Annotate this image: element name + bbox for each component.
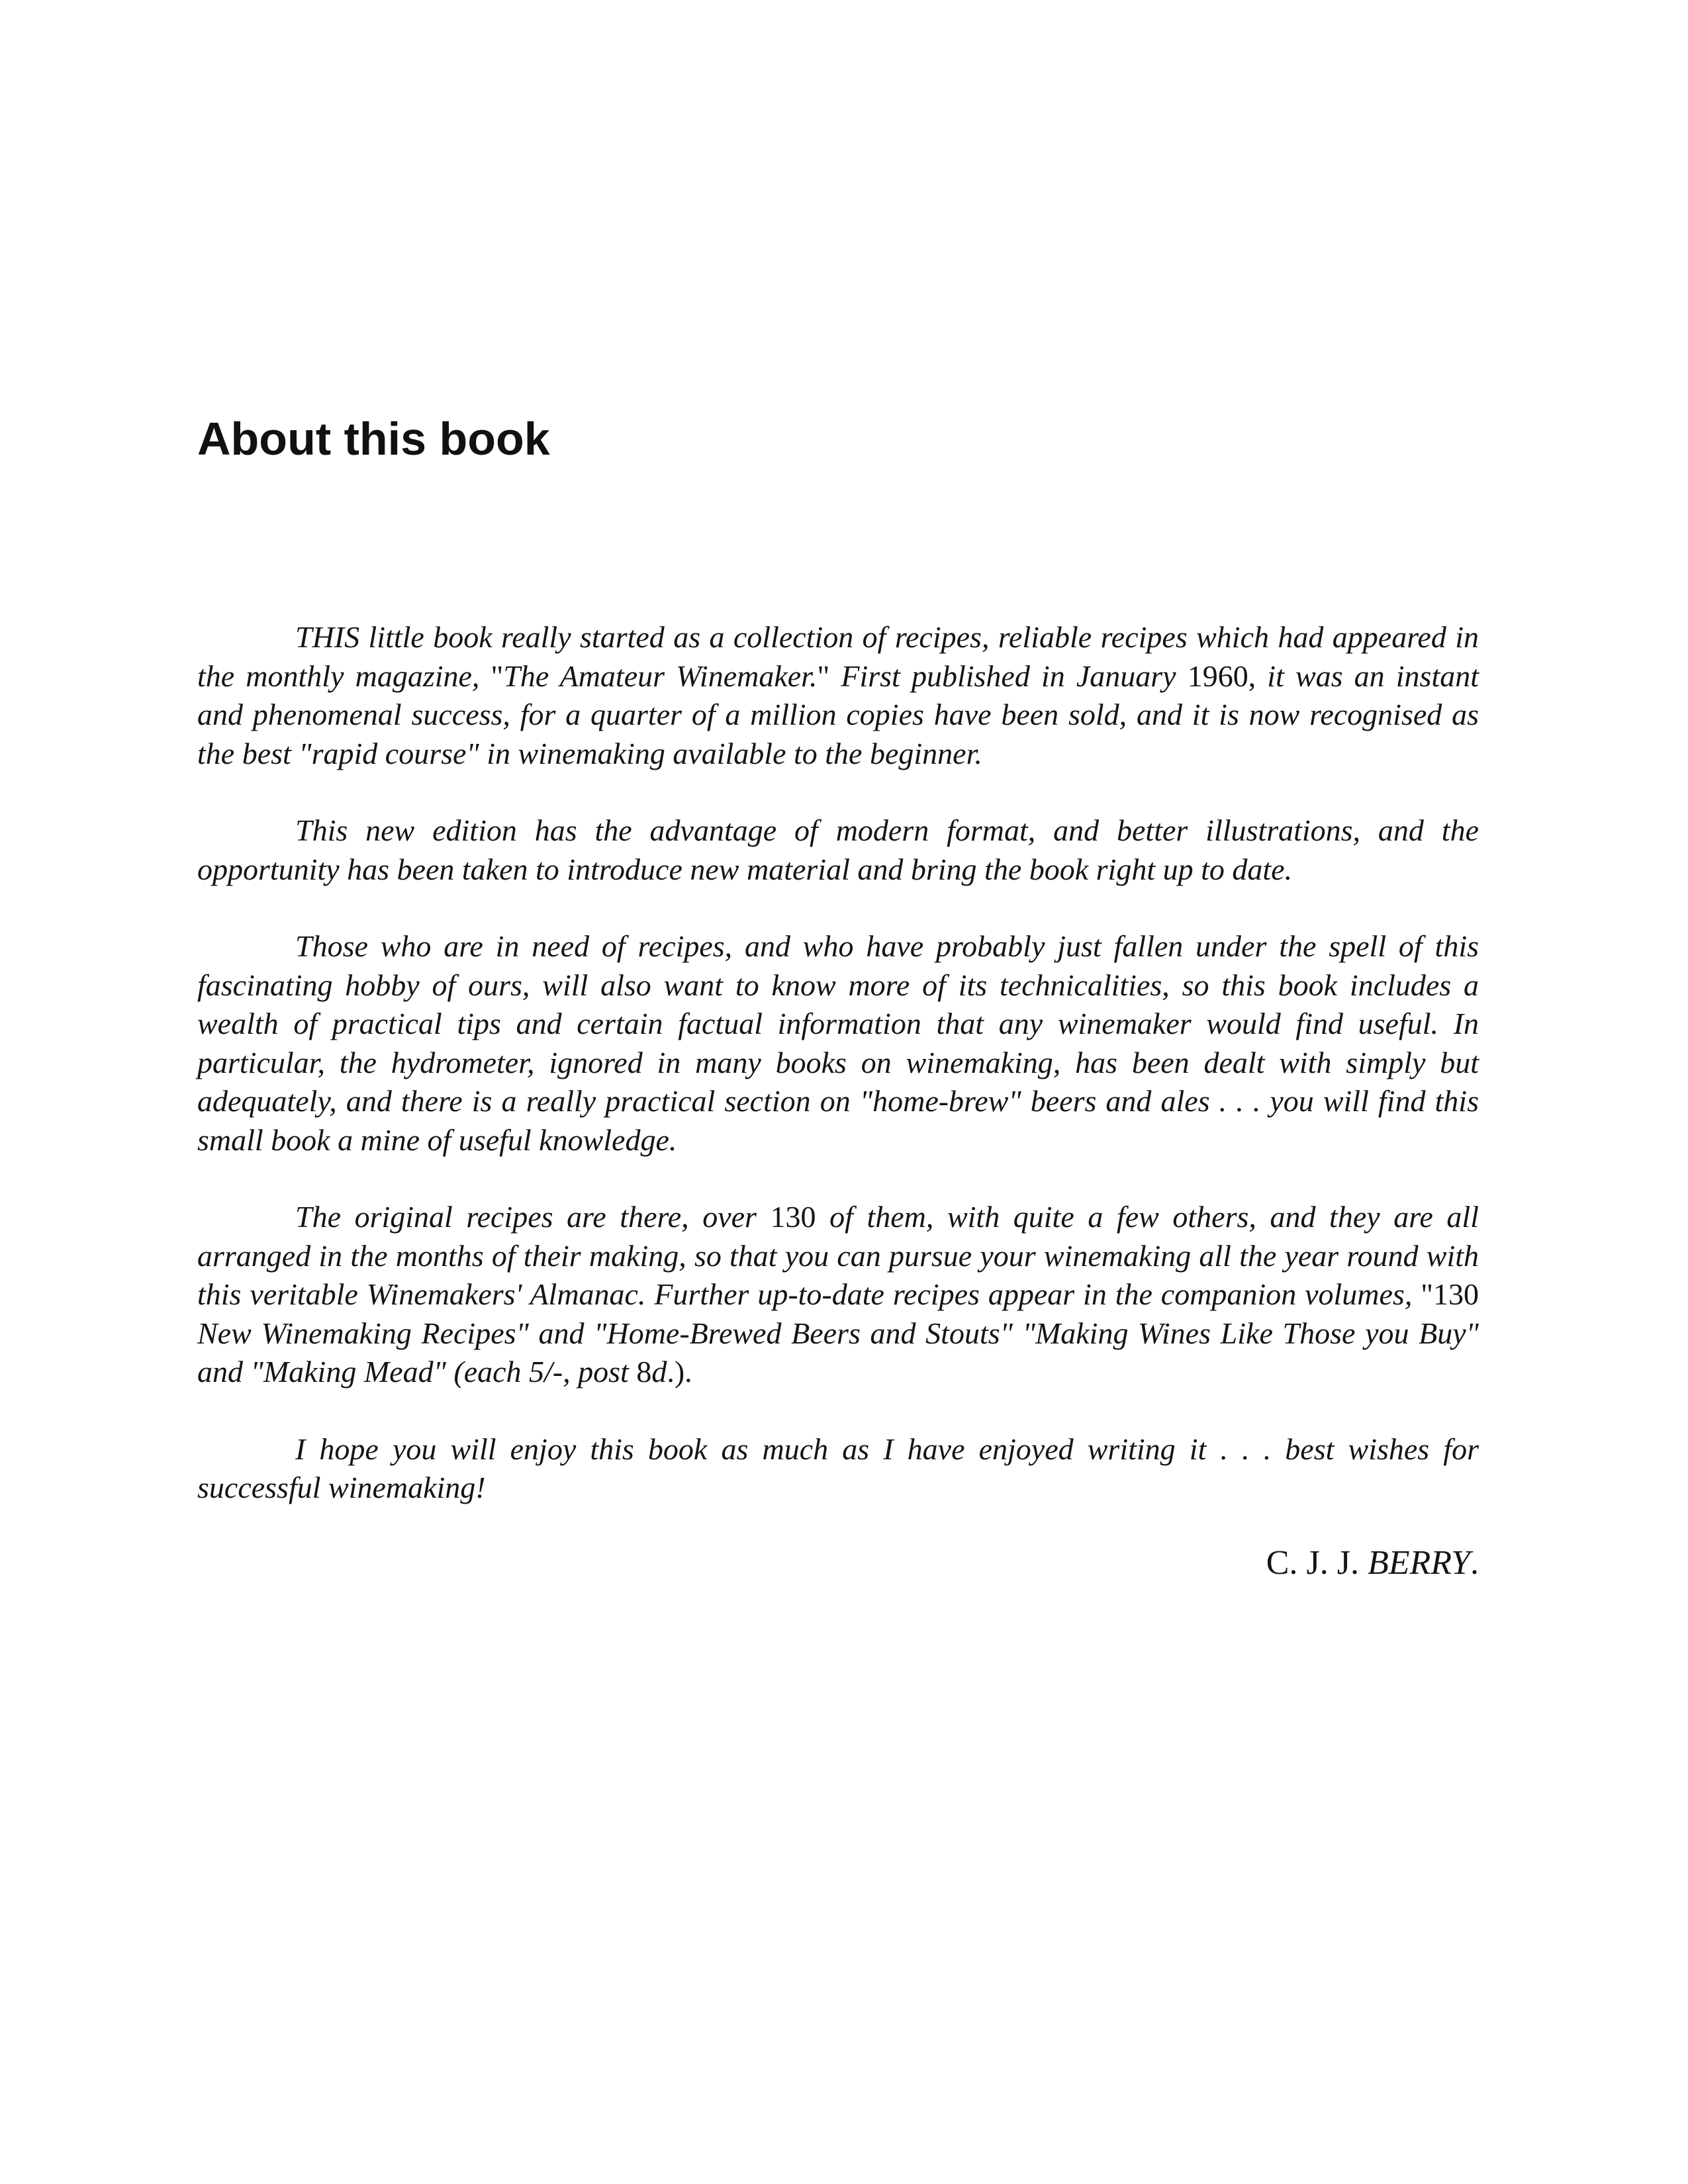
paragraph-intro-text: it was an instant and phenomenal success, for a quarter of a million copies have been sold, and it is now recognised as the best "rapid course" in winemaking available to the beginner. [197, 659, 1479, 770]
paragraph-recipes-text: The original recipes are there, over [295, 1200, 771, 1234]
postage-unit: d [651, 1355, 667, 1388]
paragraph-intro-text: First published in January [829, 659, 1188, 693]
paragraph-recipes [197, 1198, 1479, 1392]
quote-mark: " [491, 659, 504, 693]
paragraph-intro-text: THIS little book really started as a collection of recipes, reliable recipes which had appeared in the monthly magazine, [197, 620, 1479, 693]
body-text [197, 618, 1479, 1508]
companion-volume-number: "130 [1421, 1277, 1479, 1311]
magazine-title: The Amateur Winemaker. [503, 659, 818, 693]
paragraph-recipes-text: New Winemaking Recipes" and "Home-Brewed Beers and Stouts" "Making Wines Like Those you Buy" and "Making Mead" (each 5/-, post [197, 1316, 1479, 1388]
publication-year: 1960, [1187, 659, 1256, 693]
author-signature-period: . [1470, 1544, 1479, 1582]
postage-amount: 8 [636, 1355, 652, 1388]
paragraph-technicalities-text: Those who are in need of recipes, and who have probably just fallen under the spell of this fascinating hobby of ours, will also want to know more of its technicalities, so this book includes a wealth of practical tips and certain factual information that any winemaker would find useful. In particular, the hydrometer, ignored in many books on winemaking, has been dealt with simply but adequately, and there is a really practical section on "home-brew" beers and ales . . . you will find this small book a mine of useful knowledge. [197, 929, 1479, 1157]
paragraph-closing [197, 1430, 1479, 1508]
paragraph-new-edition [197, 811, 1479, 889]
author-surname: BERRY [1367, 1544, 1470, 1582]
author-signature [1266, 1546, 1479, 1580]
recipe-count: 130 [770, 1200, 816, 1234]
paragraph-recipes-end: .). [667, 1355, 692, 1388]
paragraph-new-edition-text: This new edition has the advantage of modern format, and better illustrations, and the opportunity has been taken to introduce new material and bring the book right up to date. [197, 813, 1479, 886]
paragraph-intro [197, 618, 1479, 773]
paragraph-technicalities [197, 927, 1479, 1160]
paragraph-closing-text: I hope you will enjoy this book as much as I have enjoyed writing it . . . best wishes for successful winemaking! [197, 1432, 1479, 1504]
quote-mark: " [817, 659, 830, 693]
author-initials: C. J. J. [1266, 1544, 1368, 1582]
paragraph-recipes-text: of them, with quite a few others, and they are all arranged in the months of their making, so that you can pursue your winemaking all the year round with this veritable Winemakers' Almanac. Further up-to-date recipes appear in the companion volumes, [197, 1200, 1479, 1311]
page-title: About this book [197, 413, 550, 465]
